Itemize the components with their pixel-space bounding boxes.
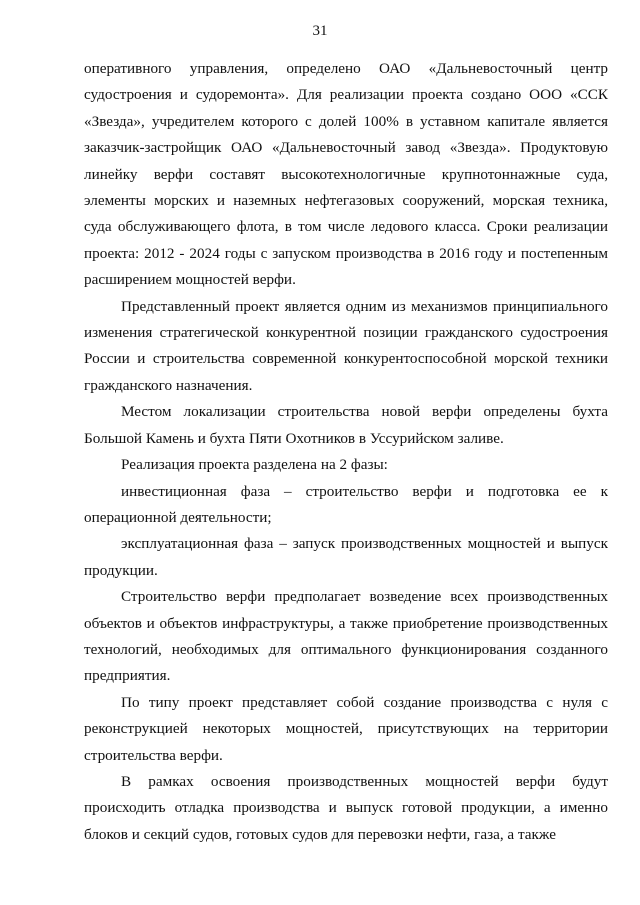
paragraph-location: Местом локализации строительства новой верфи определены бухта Большой Камень и бухта Пяти Охотников в Уссурийском заливе. <box>84 403 608 447</box>
paragraph-phases-intro: Реализация проекта разделена на 2 фазы: <box>121 456 388 474</box>
paragraph-investment-phase: инвестиционная фаза – строительство верфи и подготовка ее к операционной деятельности; <box>84 482 608 526</box>
body-text <box>84 56 608 848</box>
page-number: 31 <box>312 23 328 39</box>
paragraph-operational-phase: эксплуатационная фаза – запуск производственных мощностей и выпуск продукции. <box>84 535 608 579</box>
paragraph-construction: Строительство верфи предполагает возведение всех производственных объектов и объектов инфраструктуры, а также приобретение производственных технологий, необходимых для оптимального функционирования созданного предприятия. <box>84 588 608 685</box>
paragraph-project-type: По типу проект представляет собой создание производства с нуля с реконструкцией некоторых мощностей, присутствующих на территории строительства верфи. <box>84 693 608 764</box>
paragraph-project-mechanism: Представленный проект является одним из механизмов принципиального изменения стратегической конкурентной позиции гражданского судостроения России и строительства современной конкурентоспособной морской техники гражданского назначения. <box>84 297 608 394</box>
paragraph-continuation: оперативного управления, определено ОАО «Дальневосточный центр судостроения и судоремонта». Для реализации проекта создано ООО «ССК «Звезда», учредителем которого с долей 100% в уставном капитале является заказчик-застройщик ОАО «Дальневосточный завод «Звезда». Продуктовую линейку верфи составят высокотехнологичные крупнотоннажные суда, элементы морских и наземных нефтегазовых сооружений, морская техника, суда обслуживающего флота, в том числе ледового класса. Сроки реализации проекта: 2012 - 2024 годы с запуском производства в 2016 году и постепенным расширением мощностей верфи. <box>84 60 608 289</box>
paragraph-production-capacity: В рамках освоения производственных мощностей верфи будут происходить отладка производства и выпуск готовой продукции, а именно блоков и секций судов, готовых судов для перевозки нефти, газа, а также <box>84 772 608 843</box>
